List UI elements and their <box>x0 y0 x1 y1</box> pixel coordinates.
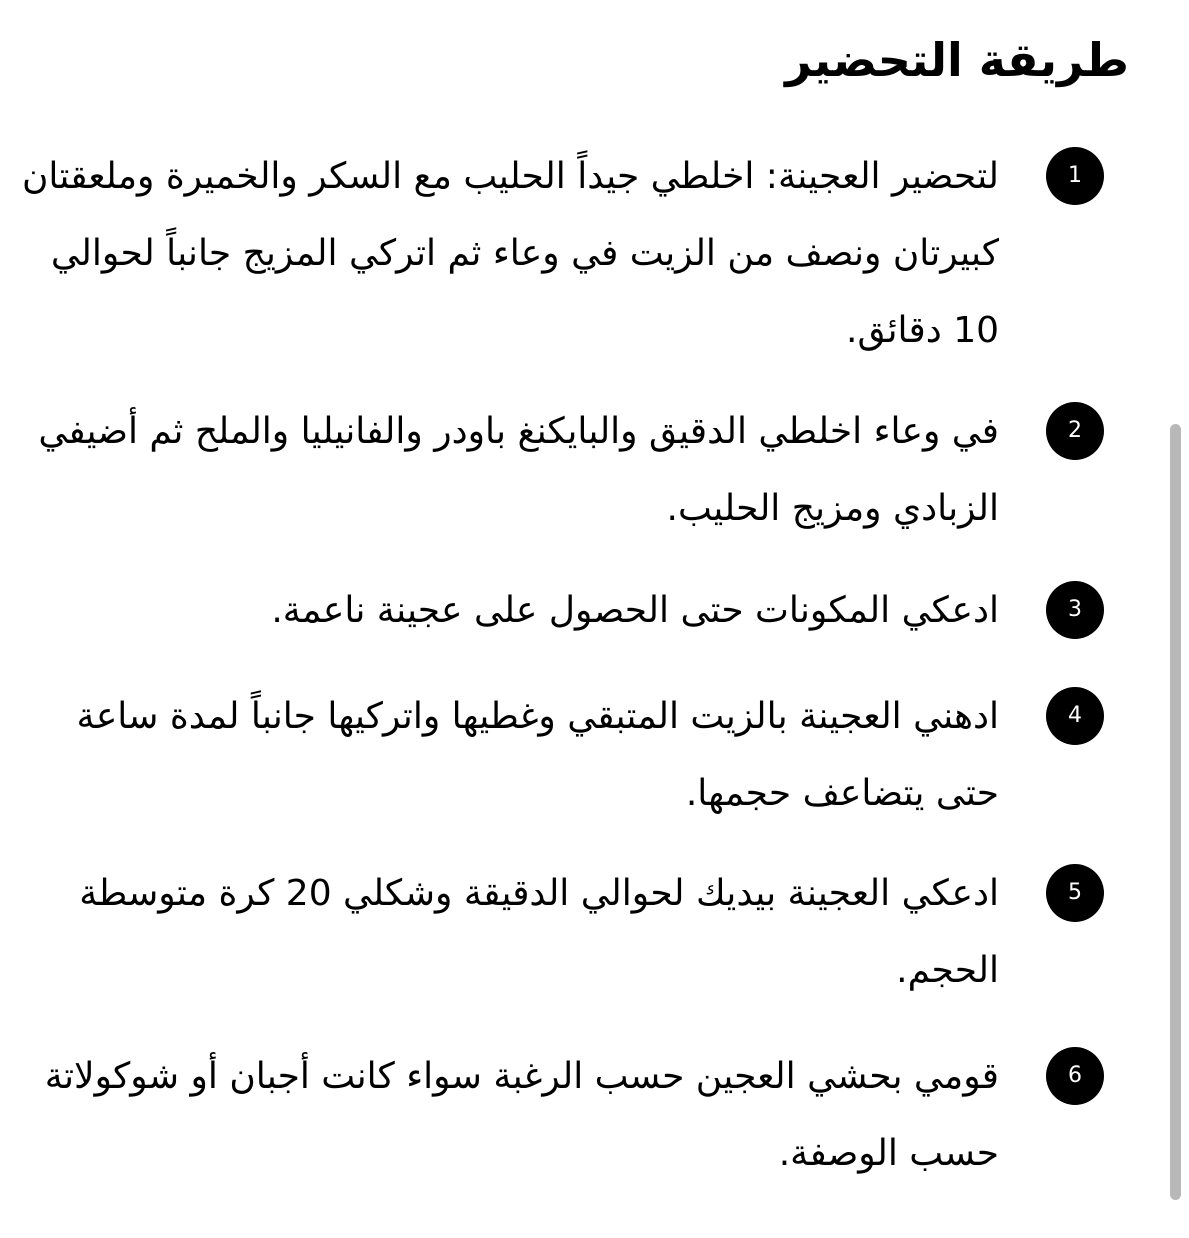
step-text: ادعكي العجينة بيديك لحوالي الدقيقة وشكلي 20 كرة متوسطة الحجم. <box>79 873 999 991</box>
step-number-badge: 2 <box>1046 402 1104 460</box>
step-item <box>21 138 1103 351</box>
section-title: طريقة التحضير <box>785 33 1129 87</box>
step-number-badge: 3 <box>1046 581 1104 639</box>
step-text: قومي بحشي العجين حسب الرغبة سواء كانت أجبان أو شوكولاتة حسب الوصفة. <box>44 1056 999 1174</box>
vertical-scrollbar[interactable] <box>1170 424 1181 1200</box>
step-item <box>43 678 1103 878</box>
step-text: لتحضير العجينة: اخلطي جيداً الحليب مع السكر والخميرة وملعقتان كبيرتان ونصف من الزيت في وعاء ثم اتركي المزيج جانباً لحوالي 10 دقائق. <box>21 156 999 351</box>
step-item <box>38 393 1103 593</box>
step-number-badge: 4 <box>1046 687 1104 745</box>
step-text: في وعاء اخلطي الدقيق والبايكنغ باودر والفانيليا والملح ثم أضيفي الزبادي ومزيج الحليب. <box>38 411 999 529</box>
step-number-badge: 5 <box>1046 864 1104 922</box>
step-number-badge: 6 <box>1046 1047 1104 1105</box>
step-item <box>43 1038 1103 1238</box>
step-number-badge: 1 <box>1046 147 1104 205</box>
step-item <box>43 855 1103 1055</box>
step-text: ادهني العجينة بالزيت المتبقي وغطيها واتركيها جانباً لمدة ساعة حتى يتضاعف حجمها. <box>76 696 999 814</box>
step-text: ادعكي المكونات حتى الحصول على عجينة ناعمة. <box>271 590 999 631</box>
